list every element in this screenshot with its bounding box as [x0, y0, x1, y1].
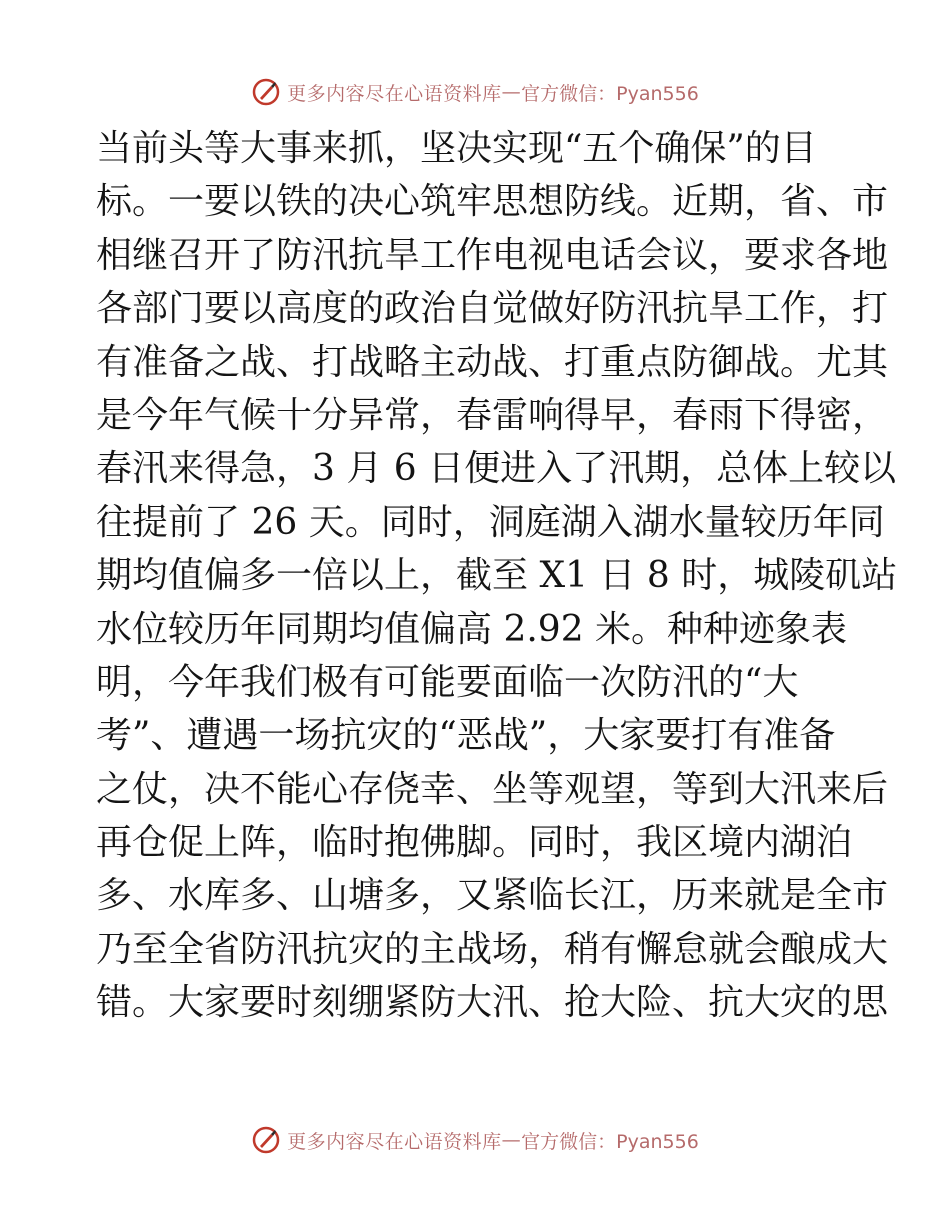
- text-line: 当前头等大事来抓，坚决实现“五个确保”的目: [96, 128, 817, 169]
- watermark-wechat: 官方微信：Pyan556: [521, 82, 699, 105]
- text-line: 是今年气候十分异常，春雷响得早，春雨下得密，: [96, 394, 889, 436]
- watermark-dash: —: [501, 81, 522, 103]
- quill-logo-icon: [251, 77, 281, 107]
- text-line: 各部门要以高度的政治自觉做好防汛抗旱工作，打: [96, 288, 889, 330]
- text-line: 之仗，决不能心存侥幸、坐等观望，等到大汛来后: [96, 768, 889, 810]
- watermark-text: 更多内容尽在心语资料库: [287, 82, 502, 105]
- watermark-dash: —: [501, 1129, 522, 1151]
- text-line: 错。大家要时刻绷紧防大汛、抢大险、抗大灾的思: [96, 982, 889, 1024]
- text-line: 明，今年我们极有可能要面临一次防汛的“大: [96, 661, 799, 703]
- text-line: 多、水库多、山塘多，又紧临长江，历来就是全市: [96, 875, 889, 917]
- text-line: 考”、遭遇一场抗灾的“恶战”，大家要打有准备: [96, 715, 836, 757]
- header-watermark: [0, 72, 950, 112]
- text-line: 标。一要以铁的决心筑牢思想防线。近期，省、市: [96, 181, 889, 223]
- text-line: 往提前了 26 天。同时，洞庭湖入湖水量较历年同: [96, 501, 885, 543]
- footer-watermark: [0, 1120, 950, 1160]
- watermark-text: 更多内容尽在心语资料库: [287, 1130, 502, 1153]
- watermark-wechat: 官方微信：Pyan556: [521, 1130, 699, 1153]
- text-line: 期均值偏多一倍以上，截至 X1 日 8 时，城陵矶站: [96, 555, 898, 597]
- quill-logo-icon: [251, 1125, 281, 1155]
- text-line: 乃至全省防汛抗灾的主战场，稍有懈怠就会酿成大: [96, 928, 889, 970]
- text-line: 再仓促上阵，临时抱佛脚。同时，我区境内湖泊: [96, 822, 853, 864]
- text-line: 春汛来得急，3 月 6 日便进入了汛期，总体上较以: [96, 448, 897, 490]
- text-line: 有准备之战、打战略主动战、打重点防御战。尤其: [96, 341, 889, 383]
- document-body: [96, 122, 898, 1030]
- text-line: 相继召开了防汛抗旱工作电视电话会议，要求各地: [96, 234, 889, 276]
- text-line: 水位较历年同期均值偏高 2.92 米。种种迹象表: [96, 608, 848, 650]
